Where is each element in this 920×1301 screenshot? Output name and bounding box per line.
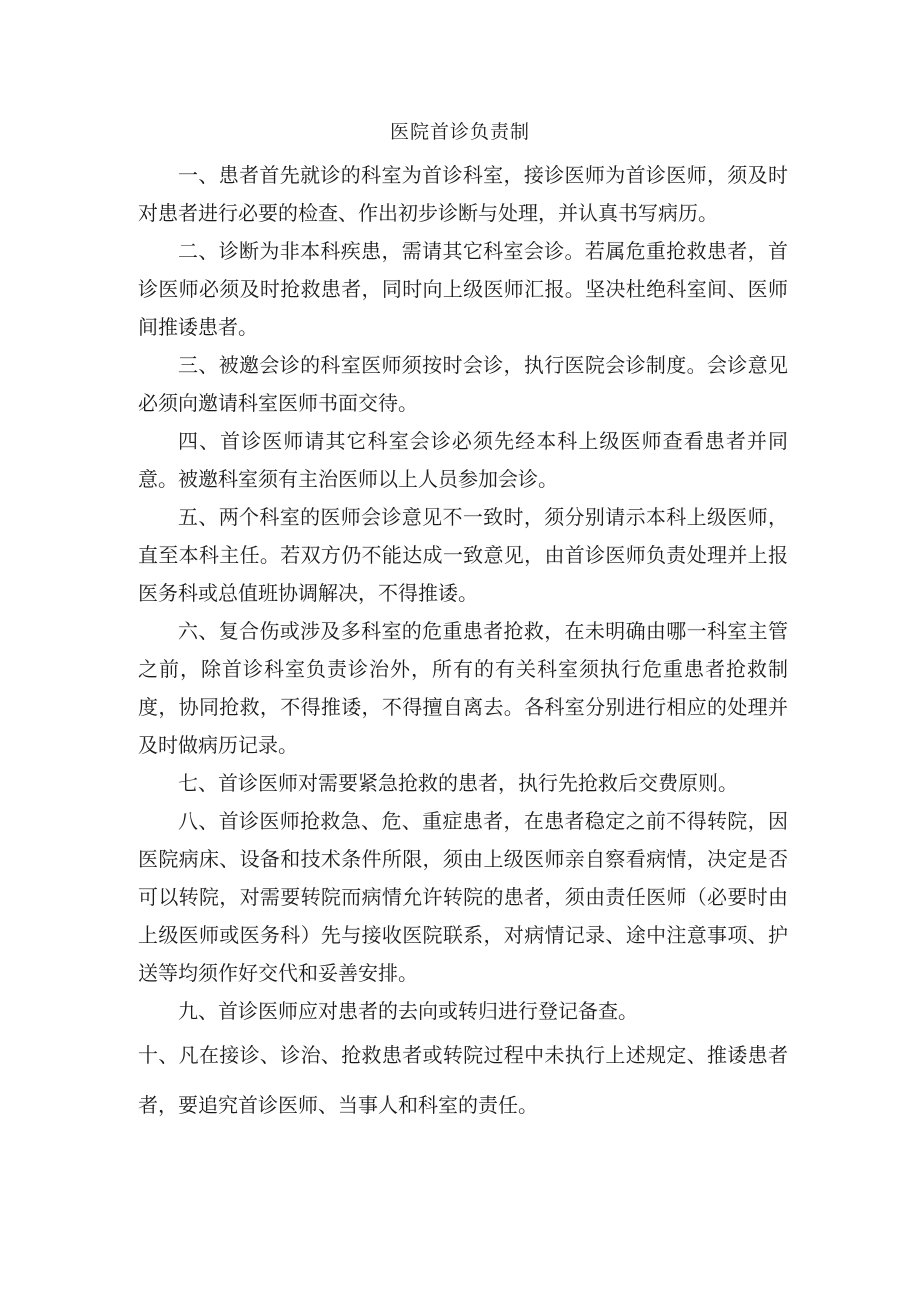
paragraph-9: 九、首诊医师应对患者的去向或转归进行登记备查。 bbox=[178, 999, 638, 1023]
document-body bbox=[138, 156, 788, 1130]
paragraph-10: 十、凡在接诊、诊治、抢救患者或转院过程中未执行上述规定、推诿患者者，要追究首诊医师、当事人和科室的责任。 bbox=[138, 1043, 788, 1117]
paragraph-2: 二、诊断为非本科疾患，需请其它科室会诊。若属危重抢救患者，首诊医师必须及时抢救患者，同时向上级医师汇报。坚决杜绝科室间、医师间推诿患者。 bbox=[138, 239, 788, 339]
paragraph-3: 三、被邀会诊的科室医师须按时会诊，执行医院会诊制度。会诊意见必须向邀请科室医师书面交待。 bbox=[138, 353, 788, 415]
paragraph-6: 六、复合伤或涉及多科室的危重患者抢救，在未明确由哪一科室主管之前，除首诊科室负责诊治外，所有的有关科室须执行危重患者抢救制度，协同抢救，不得推诿，不得擅自离去。各科室分别进行相应的处理并及时做病历记录。 bbox=[138, 619, 788, 757]
paragraph-5: 五、两个科室的医师会诊意见不一致时，须分别请示本科上级医师，直至本科主任。若双方仍不能达成一致意见，由首诊医师负责处理并上报医务科或总值班协调解决，不得推诿。 bbox=[138, 505, 788, 605]
paragraph-4: 四、首诊医师请其它科室会诊必须先经本科上级医师查看患者并同意。被邀科室须有主治医师以上人员参加会诊。 bbox=[138, 429, 788, 491]
document-title: 医院首诊负责制 bbox=[389, 121, 530, 143]
paragraph-8: 八、首诊医师抢救急、危、重症患者，在患者稳定之前不得转院，因医院病床、设备和技术条件所限，须由上级医师亲自察看病情，决定是否可以转院，对需要转院而病情允许转院的患者，须由责任医师（必要时由上级医师或医务科）先与接收医院联系，对病情记录、途中注意事项、护送等均须作好交代和妥善安排。 bbox=[138, 809, 788, 985]
paragraph-1: 一、患者首先就诊的科室为首诊科室，接诊医师为首诊医师，须及时对患者进行必要的检查、作出初步诊断与处理，并认真书写病历。 bbox=[138, 163, 788, 225]
paragraph-7: 七、首诊医师对需要紧急抢救的患者，执行先抢救后交费原则。 bbox=[178, 771, 738, 795]
